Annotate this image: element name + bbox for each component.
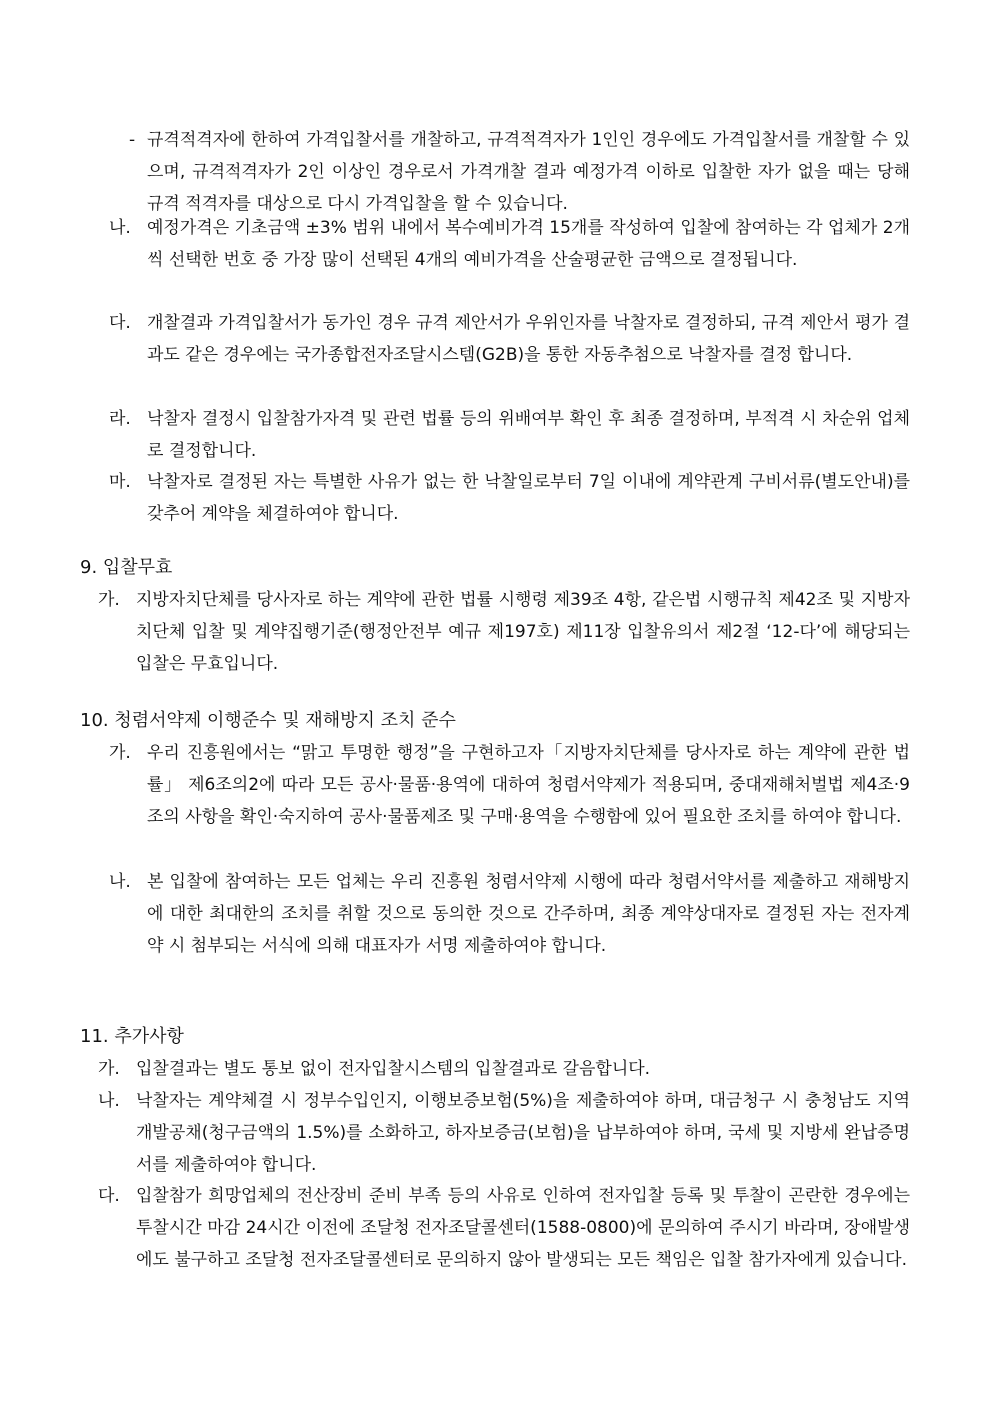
list-marker: 다. [109, 313, 131, 333]
list-marker: 나. [98, 1091, 120, 1111]
list-marker: 다. [98, 1186, 120, 1206]
list-item-text: 지방자치단체를 당사자로 하는 계약에 관한 법률 시행령 제39조 4항, 같은법 시행규칙 제42조 및 지방자치단체 입찰 및 계약집행기준(행정안전부 예규 제197호) 제11장 입찰유의서 제2절 ‘12-다’에 해당되는 입찰은 무효입니다. [136, 590, 910, 674]
list-item-text: 입찰결과는 별도 통보 없이 전자입찰시스템의 입찰결과로 갈음합니다. [136, 1059, 651, 1079]
list-marker: 마. [109, 472, 131, 492]
list-marker: 가. [109, 743, 131, 763]
list-item-ra-final-decision [109, 403, 910, 467]
list-item-text: 낙찰자로 결정된 자는 특별한 사유가 없는 한 낙찰일로부터 7일 이내에 계약관계 구비서류(별도안내)를 갖추어 계약을 체결하여야 합니다. [147, 472, 910, 524]
list-marker: 라. [109, 409, 131, 429]
list-item-ga-invalid-bids [98, 584, 910, 680]
bid-opening-dash-item [129, 124, 910, 220]
section-heading-11: 11. 추가사항 [80, 1026, 184, 1047]
list-item-ga-integrity-pledge [109, 737, 910, 833]
list-marker: 나. [109, 872, 131, 892]
list-marker: 가. [98, 590, 120, 610]
list-item-text: 본 입찰에 참여하는 모든 업체는 우리 진흥원 청렴서약제 시행에 따라 청렴서약서를 제출하고 재해방지에 대한 최대한의 조치를 취할 것으로 동의한 것으로 간주하며, 최종 계약상대자로 결정된 자는 전자계약 시 첨부되는 서식에 의해 대표자가 서명 제출하여야 합니다. [147, 872, 910, 956]
list-item-na-contract-documents [98, 1085, 910, 1181]
list-item-text: 낙찰자 결정시 입찰참가자격 및 관련 법률 등의 위배여부 확인 후 최종 결정하며, 부적격 시 차순위 업체로 결정합니다. [147, 409, 910, 461]
list-item-da-call-center [98, 1180, 910, 1276]
list-marker: 가. [98, 1059, 120, 1079]
dash-item-text: 규격적격자에 한하여 가격입찰서를 개찰하고, 규격적격자가 1인인 경우에도 가격입찰서를 개찰할 수 있으며, 규격적격자가 2인 이상인 경우로서 가격개찰 결과 예정가격 이하로 입찰한 자가 없을 때는 당해 규격 적격자를 대상으로 다시 가격입찰을 할 수 있습니다. [147, 130, 910, 214]
list-item-ga-bid-results [98, 1053, 910, 1085]
list-item-ma-contract-deadline [109, 466, 910, 530]
list-item-na-pledge-submission [109, 866, 910, 962]
list-item-text: 입찰참가 희망업체의 전산장비 준비 부족 등의 사유로 인하여 전자입찰 등록 및 투찰이 곤란한 경우에는 투찰시간 마감 24시간 이전에 조달청 전자조달콜센터(1588-0800)에 문의하여 주시기 바라며, 장애발생에도 불구하고 조달청 전자조달콜센터로 문의하지 않아 발생되는 모든 책임은 입찰 참가자에게 있습니다. [136, 1186, 910, 1270]
list-item-na-estimated-price [109, 212, 910, 276]
list-item-da-tie-rule [109, 307, 910, 371]
list-item-text: 개찰결과 가격입찰서가 동가인 경우 규격 제안서가 우위인자를 낙찰자로 결정하되, 규격 제안서 평가 결과도 같은 경우에는 국가종합전자조달시스템(G2B)을 통한 자동추첨으로 낙찰자를 결정 합니다. [147, 313, 910, 365]
list-item-text: 예정가격은 기초금액 ±3% 범위 내에서 복수예비가격 15개를 작성하여 입찰에 참여하는 각 업체가 2개씩 선택한 번호 중 가장 많이 선택된 4개의 예비가격을 산술평균한 금액으로 결정됩니다. [147, 218, 910, 270]
list-item-text: 낙찰자는 계약체결 시 정부수입인지, 이행보증보험(5%)을 제출하여야 하며, 대금청구 시 충청남도 지역개발공채(청구금액의 1.5%)를 소화하고, 하자보증금(보험)을 납부하여야 하며, 국세 및 지방세 완납증명서를 제출하여야 합니다. [136, 1091, 910, 1175]
dash-marker: - [129, 130, 136, 150]
section-heading-10: 10. 청렴서약제 이행준수 및 재해방지 조치 준수 [80, 710, 456, 731]
list-item-text: 우리 진흥원에서는 “맑고 투명한 행정”을 구현하고자「지방자치단체를 당사자로 하는 계약에 관한 법률」 제6조의2에 따라 모든 공사·물품·용역에 대하여 청렴서약제가 적용되며, 중대재해처벌법 제4조·9조의 사항을 확인·숙지하여 공사·물품제조 및 구매·용역을 수행함에 있어 필요한 조치를 하여야 합니다. [147, 743, 910, 827]
list-marker: 나. [109, 218, 131, 238]
section-heading-9: 9. 입찰무효 [80, 557, 173, 578]
